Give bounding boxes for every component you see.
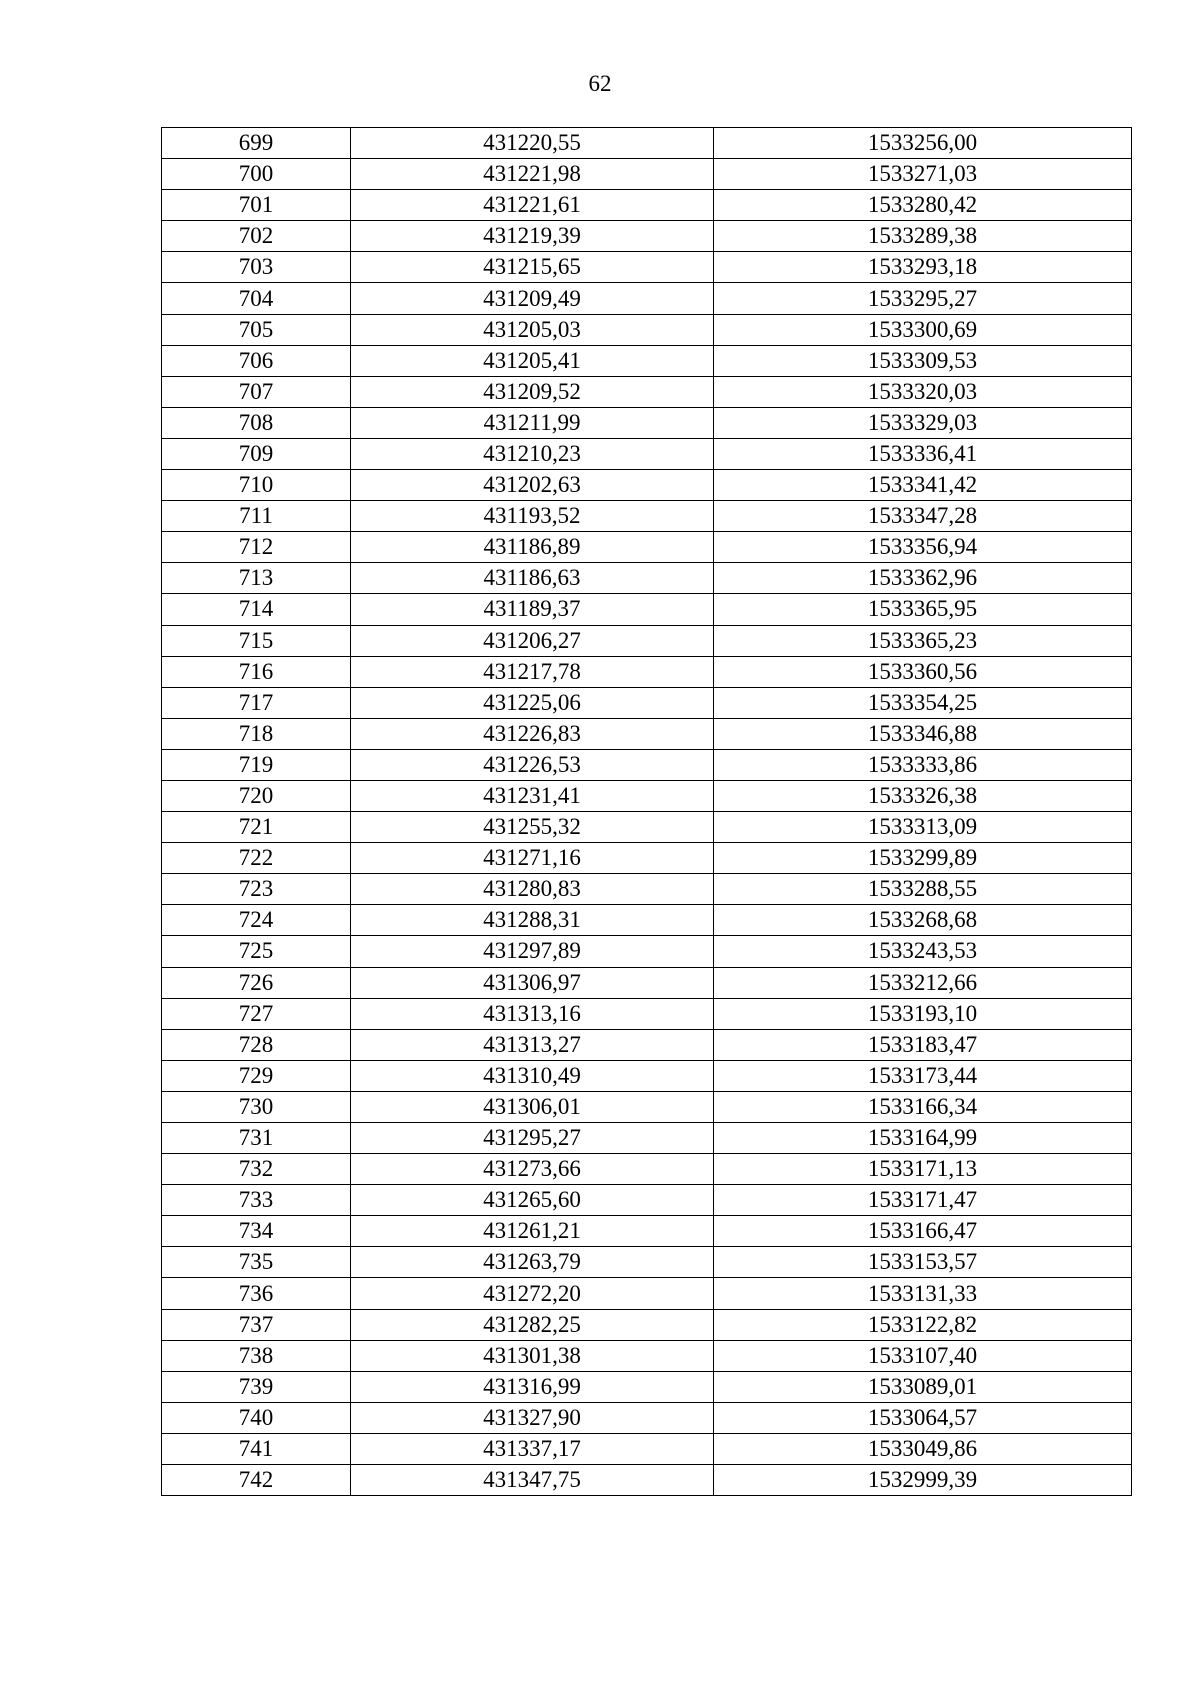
x-coordinate-cell: 431327,90 bbox=[351, 1402, 714, 1433]
table-row bbox=[162, 780, 1132, 811]
y-coordinate-cell: 1533280,42 bbox=[714, 190, 1132, 221]
y-coordinate-cell: 1533089,01 bbox=[714, 1371, 1132, 1402]
x-coordinate-cell: 431226,53 bbox=[351, 749, 714, 780]
table-row bbox=[162, 625, 1132, 656]
table-row bbox=[162, 718, 1132, 749]
table-row bbox=[162, 532, 1132, 563]
table-row bbox=[162, 438, 1132, 469]
coordinates-table bbox=[161, 127, 1132, 1496]
point-number-cell: 711 bbox=[162, 501, 351, 532]
x-coordinate-cell: 431271,16 bbox=[351, 843, 714, 874]
x-coordinate-cell: 431273,66 bbox=[351, 1154, 714, 1185]
point-number-cell: 726 bbox=[162, 967, 351, 998]
point-number-cell: 727 bbox=[162, 998, 351, 1029]
x-coordinate-cell: 431205,41 bbox=[351, 345, 714, 376]
table-row bbox=[162, 376, 1132, 407]
table-row bbox=[162, 563, 1132, 594]
point-number-cell: 701 bbox=[162, 190, 351, 221]
y-coordinate-cell: 1533289,38 bbox=[714, 221, 1132, 252]
table-row bbox=[162, 843, 1132, 874]
point-number-cell: 700 bbox=[162, 159, 351, 190]
y-coordinate-cell: 1533347,28 bbox=[714, 501, 1132, 532]
point-number-cell: 736 bbox=[162, 1278, 351, 1309]
y-coordinate-cell: 1533107,40 bbox=[714, 1340, 1132, 1371]
y-coordinate-cell: 1533212,66 bbox=[714, 967, 1132, 998]
point-number-cell: 714 bbox=[162, 594, 351, 625]
y-coordinate-cell: 1533131,33 bbox=[714, 1278, 1132, 1309]
x-coordinate-cell: 431220,55 bbox=[351, 128, 714, 159]
y-coordinate-cell: 1533356,94 bbox=[714, 532, 1132, 563]
x-coordinate-cell: 431221,61 bbox=[351, 190, 714, 221]
point-number-cell: 710 bbox=[162, 470, 351, 501]
x-coordinate-cell: 431306,01 bbox=[351, 1091, 714, 1122]
y-coordinate-cell: 1533354,25 bbox=[714, 687, 1132, 718]
table-row bbox=[162, 283, 1132, 314]
table-row bbox=[162, 221, 1132, 252]
table-row bbox=[162, 1091, 1132, 1122]
table-row bbox=[162, 812, 1132, 843]
y-coordinate-cell: 1533193,10 bbox=[714, 998, 1132, 1029]
point-number-cell: 728 bbox=[162, 1029, 351, 1060]
table-row bbox=[162, 656, 1132, 687]
y-coordinate-cell: 1533271,03 bbox=[714, 159, 1132, 190]
point-number-cell: 713 bbox=[162, 563, 351, 594]
point-number-cell: 732 bbox=[162, 1154, 351, 1185]
x-coordinate-cell: 431297,89 bbox=[351, 936, 714, 967]
y-coordinate-cell: 1532999,39 bbox=[714, 1465, 1132, 1496]
table-row bbox=[162, 345, 1132, 376]
table-row bbox=[162, 1309, 1132, 1340]
point-number-cell: 740 bbox=[162, 1402, 351, 1433]
point-number-cell: 737 bbox=[162, 1309, 351, 1340]
x-coordinate-cell: 431231,41 bbox=[351, 780, 714, 811]
y-coordinate-cell: 1533183,47 bbox=[714, 1029, 1132, 1060]
x-coordinate-cell: 431306,97 bbox=[351, 967, 714, 998]
table-row bbox=[162, 407, 1132, 438]
x-coordinate-cell: 431288,31 bbox=[351, 905, 714, 936]
x-coordinate-cell: 431310,49 bbox=[351, 1060, 714, 1091]
table-row bbox=[162, 159, 1132, 190]
table-row bbox=[162, 1154, 1132, 1185]
point-number-cell: 729 bbox=[162, 1060, 351, 1091]
point-number-cell: 717 bbox=[162, 687, 351, 718]
point-number-cell: 709 bbox=[162, 438, 351, 469]
table-row bbox=[162, 874, 1132, 905]
y-coordinate-cell: 1533256,00 bbox=[714, 128, 1132, 159]
x-coordinate-cell: 431219,39 bbox=[351, 221, 714, 252]
point-number-cell: 742 bbox=[162, 1465, 351, 1496]
table-row bbox=[162, 1029, 1132, 1060]
y-coordinate-cell: 1533313,09 bbox=[714, 812, 1132, 843]
point-number-cell: 725 bbox=[162, 936, 351, 967]
x-coordinate-cell: 431202,63 bbox=[351, 470, 714, 501]
y-coordinate-cell: 1533300,69 bbox=[714, 314, 1132, 345]
table-row bbox=[162, 1216, 1132, 1247]
table-row bbox=[162, 1123, 1132, 1154]
y-coordinate-cell: 1533243,53 bbox=[714, 936, 1132, 967]
point-number-cell: 741 bbox=[162, 1433, 351, 1464]
x-coordinate-cell: 431217,78 bbox=[351, 656, 714, 687]
x-coordinate-cell: 431263,79 bbox=[351, 1247, 714, 1278]
x-coordinate-cell: 431209,52 bbox=[351, 376, 714, 407]
y-coordinate-cell: 1533336,41 bbox=[714, 438, 1132, 469]
y-coordinate-cell: 1533166,34 bbox=[714, 1091, 1132, 1122]
table-row bbox=[162, 252, 1132, 283]
x-coordinate-cell: 431282,25 bbox=[351, 1309, 714, 1340]
x-coordinate-cell: 431255,32 bbox=[351, 812, 714, 843]
table-row bbox=[162, 1247, 1132, 1278]
y-coordinate-cell: 1533295,27 bbox=[714, 283, 1132, 314]
table-row bbox=[162, 1402, 1132, 1433]
point-number-cell: 735 bbox=[162, 1247, 351, 1278]
y-coordinate-cell: 1533293,18 bbox=[714, 252, 1132, 283]
point-number-cell: 720 bbox=[162, 780, 351, 811]
point-number-cell: 739 bbox=[162, 1371, 351, 1402]
y-coordinate-cell: 1533268,68 bbox=[714, 905, 1132, 936]
point-number-cell: 707 bbox=[162, 376, 351, 407]
table-row bbox=[162, 1278, 1132, 1309]
point-number-cell: 716 bbox=[162, 656, 351, 687]
y-coordinate-cell: 1533365,95 bbox=[714, 594, 1132, 625]
table-row bbox=[162, 190, 1132, 221]
x-coordinate-cell: 431280,83 bbox=[351, 874, 714, 905]
point-number-cell: 708 bbox=[162, 407, 351, 438]
x-coordinate-cell: 431205,03 bbox=[351, 314, 714, 345]
table-row bbox=[162, 1340, 1132, 1371]
y-coordinate-cell: 1533365,23 bbox=[714, 625, 1132, 656]
x-coordinate-cell: 431225,06 bbox=[351, 687, 714, 718]
table-row bbox=[162, 594, 1132, 625]
point-number-cell: 705 bbox=[162, 314, 351, 345]
x-coordinate-cell: 431206,27 bbox=[351, 625, 714, 656]
y-coordinate-cell: 1533360,56 bbox=[714, 656, 1132, 687]
point-number-cell: 721 bbox=[162, 812, 351, 843]
x-coordinate-cell: 431211,99 bbox=[351, 407, 714, 438]
table-row bbox=[162, 1371, 1132, 1402]
point-number-cell: 724 bbox=[162, 905, 351, 936]
x-coordinate-cell: 431221,98 bbox=[351, 159, 714, 190]
table-row bbox=[162, 501, 1132, 532]
x-coordinate-cell: 431186,63 bbox=[351, 563, 714, 594]
table-row bbox=[162, 905, 1132, 936]
point-number-cell: 704 bbox=[162, 283, 351, 314]
table-row bbox=[162, 1465, 1132, 1496]
point-number-cell: 703 bbox=[162, 252, 351, 283]
table-row bbox=[162, 1433, 1132, 1464]
y-coordinate-cell: 1533064,57 bbox=[714, 1402, 1132, 1433]
table-row bbox=[162, 314, 1132, 345]
page-number: 62 bbox=[588, 71, 612, 96]
x-coordinate-cell: 431337,17 bbox=[351, 1433, 714, 1464]
x-coordinate-cell: 431301,38 bbox=[351, 1340, 714, 1371]
y-coordinate-cell: 1533164,99 bbox=[714, 1123, 1132, 1154]
y-coordinate-cell: 1533153,57 bbox=[714, 1247, 1132, 1278]
x-coordinate-cell: 431272,20 bbox=[351, 1278, 714, 1309]
table-row bbox=[162, 967, 1132, 998]
point-number-cell: 706 bbox=[162, 345, 351, 376]
y-coordinate-cell: 1533309,53 bbox=[714, 345, 1132, 376]
table-row bbox=[162, 998, 1132, 1029]
y-coordinate-cell: 1533288,55 bbox=[714, 874, 1132, 905]
y-coordinate-cell: 1533171,47 bbox=[714, 1185, 1132, 1216]
y-coordinate-cell: 1533341,42 bbox=[714, 470, 1132, 501]
y-coordinate-cell: 1533166,47 bbox=[714, 1216, 1132, 1247]
table-row bbox=[162, 1060, 1132, 1091]
x-coordinate-cell: 431193,52 bbox=[351, 501, 714, 532]
point-number-cell: 734 bbox=[162, 1216, 351, 1247]
y-coordinate-cell: 1533299,89 bbox=[714, 843, 1132, 874]
point-number-cell: 722 bbox=[162, 843, 351, 874]
table-row bbox=[162, 687, 1132, 718]
x-coordinate-cell: 431295,27 bbox=[351, 1123, 714, 1154]
point-number-cell: 733 bbox=[162, 1185, 351, 1216]
x-coordinate-cell: 431189,37 bbox=[351, 594, 714, 625]
y-coordinate-cell: 1533333,86 bbox=[714, 749, 1132, 780]
y-coordinate-cell: 1533171,13 bbox=[714, 1154, 1132, 1185]
y-coordinate-cell: 1533049,86 bbox=[714, 1433, 1132, 1464]
y-coordinate-cell: 1533122,82 bbox=[714, 1309, 1132, 1340]
table-row bbox=[162, 470, 1132, 501]
y-coordinate-cell: 1533362,96 bbox=[714, 563, 1132, 594]
x-coordinate-cell: 431186,89 bbox=[351, 532, 714, 563]
table-row bbox=[162, 128, 1132, 159]
y-coordinate-cell: 1533346,88 bbox=[714, 718, 1132, 749]
y-coordinate-cell: 1533329,03 bbox=[714, 407, 1132, 438]
coordinates-table-body bbox=[162, 128, 1132, 1496]
point-number-cell: 712 bbox=[162, 532, 351, 563]
x-coordinate-cell: 431261,21 bbox=[351, 1216, 714, 1247]
x-coordinate-cell: 431313,27 bbox=[351, 1029, 714, 1060]
x-coordinate-cell: 431215,65 bbox=[351, 252, 714, 283]
x-coordinate-cell: 431226,83 bbox=[351, 718, 714, 749]
y-coordinate-cell: 1533173,44 bbox=[714, 1060, 1132, 1091]
point-number-cell: 718 bbox=[162, 718, 351, 749]
point-number-cell: 719 bbox=[162, 749, 351, 780]
table-row bbox=[162, 936, 1132, 967]
table-row bbox=[162, 1185, 1132, 1216]
x-coordinate-cell: 431209,49 bbox=[351, 283, 714, 314]
table-row bbox=[162, 749, 1132, 780]
x-coordinate-cell: 431265,60 bbox=[351, 1185, 714, 1216]
point-number-cell: 738 bbox=[162, 1340, 351, 1371]
x-coordinate-cell: 431210,23 bbox=[351, 438, 714, 469]
point-number-cell: 699 bbox=[162, 128, 351, 159]
y-coordinate-cell: 1533320,03 bbox=[714, 376, 1132, 407]
x-coordinate-cell: 431347,75 bbox=[351, 1465, 714, 1496]
point-number-cell: 730 bbox=[162, 1091, 351, 1122]
x-coordinate-cell: 431316,99 bbox=[351, 1371, 714, 1402]
y-coordinate-cell: 1533326,38 bbox=[714, 780, 1132, 811]
point-number-cell: 731 bbox=[162, 1123, 351, 1154]
point-number-cell: 723 bbox=[162, 874, 351, 905]
x-coordinate-cell: 431313,16 bbox=[351, 998, 714, 1029]
point-number-cell: 702 bbox=[162, 221, 351, 252]
point-number-cell: 715 bbox=[162, 625, 351, 656]
